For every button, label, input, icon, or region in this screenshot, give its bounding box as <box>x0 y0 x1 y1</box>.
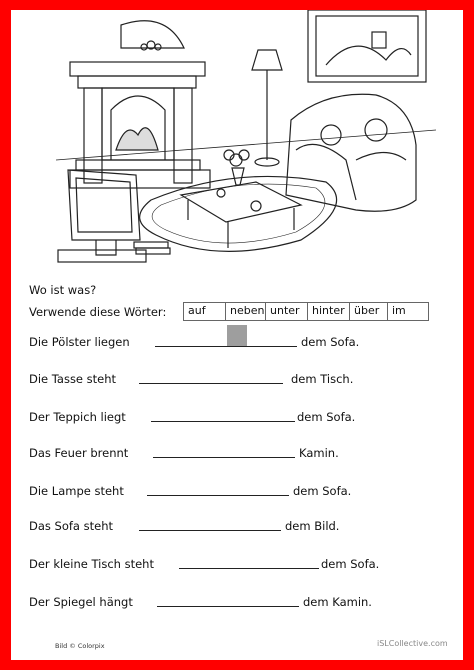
word-bank-item: auf <box>184 303 226 320</box>
word-bank <box>183 302 429 321</box>
word-bank-item: über <box>350 303 388 320</box>
word-bank-item: hinter <box>308 303 350 320</box>
watermark: iSLCollective.com <box>377 639 448 648</box>
sentence-start: Die Lampe steht <box>29 484 124 498</box>
sentence-start: Der kleine Tisch steht <box>29 557 154 571</box>
answer-blank[interactable] <box>151 421 295 422</box>
sentence-end: dem Bild. <box>285 519 340 533</box>
word-bank-item: neben <box>226 303 266 320</box>
sentence-end: dem Sofa. <box>293 484 352 498</box>
heading: Wo ist was? <box>29 283 97 297</box>
image-credit: Bild © Colorpix <box>55 642 105 650</box>
grey-marker <box>227 325 247 347</box>
living-room-illustration <box>56 10 436 272</box>
answer-blank[interactable] <box>139 383 283 384</box>
sentence-end: dem Sofa. <box>297 410 356 424</box>
word-bank-item: im <box>392 304 406 317</box>
sentence-start: Die Tasse steht <box>29 372 117 386</box>
sentence-start: Der Spiegel hängt <box>29 595 133 609</box>
answer-blank[interactable] <box>155 346 297 347</box>
sentence-end: Kamin. <box>299 446 339 460</box>
instruction: Verwende diese Wörter: <box>29 305 167 319</box>
answer-blank[interactable] <box>139 530 281 531</box>
word-bank-item: unter <box>266 303 308 320</box>
answer-blank[interactable] <box>179 568 319 569</box>
sentence-end: dem Tisch. <box>291 372 354 386</box>
sentence-start: Das Sofa steht <box>29 519 114 533</box>
sentence-end: dem Sofa. <box>321 557 380 571</box>
sentence-end: dem Kamin. <box>303 595 372 609</box>
worksheet <box>11 10 463 660</box>
sentence-start: Die Pölster liegen <box>29 335 130 349</box>
sentence-start: Der Teppich liegt <box>29 410 126 424</box>
sentence-start: Das Feuer brennt <box>29 446 129 460</box>
answer-blank[interactable] <box>157 606 299 607</box>
answer-blank[interactable] <box>147 495 289 496</box>
answer-blank[interactable] <box>153 457 295 458</box>
sentence-end: dem Sofa. <box>301 335 360 349</box>
